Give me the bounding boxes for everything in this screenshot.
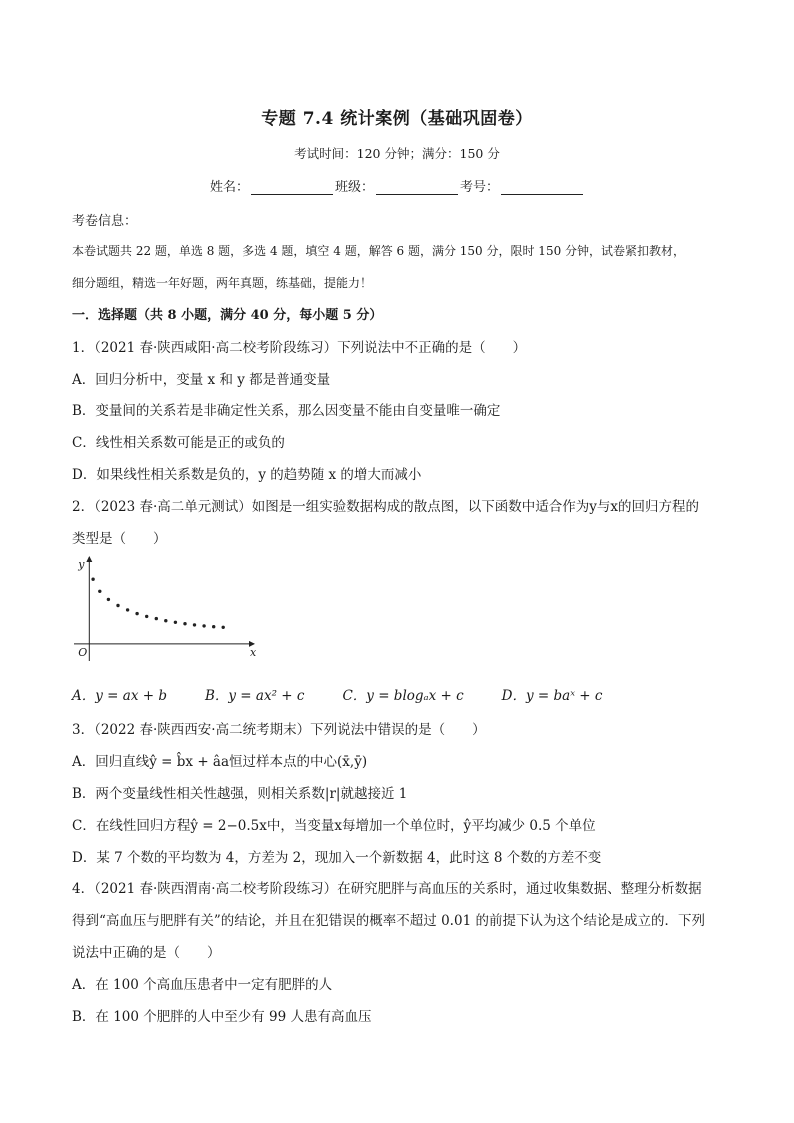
scatter-point	[116, 604, 119, 607]
scatter-point	[174, 621, 177, 624]
scatter-point	[91, 578, 94, 581]
q4-stem-line-2: 得到“高血压与肥胖有关”的结论，并且在犯错误的概率不超过 0.01 的前提下认为这个结论是成立的．下列	[72, 913, 705, 929]
q4-stem-line-3: 说法中正确的是（ ）	[72, 945, 221, 961]
q2-options	[72, 684, 640, 704]
q4-option-a: A．在 100 个高血压患者中一定有肥胖的人	[72, 977, 333, 993]
info-line-1: 本卷试题共 22 题，单选 8 题，多选 4 题，填空 4 题，解答 6 题，满分 150 分，限时 150 分钟，试卷紧扣教材，	[72, 244, 686, 258]
x-axis-label: x	[250, 645, 257, 659]
y-axis-label: y	[78, 558, 85, 571]
q1-option-a: A．回归分析中，变量 x 和 y 都是普通变量	[72, 372, 331, 388]
scatter-point	[107, 598, 110, 601]
page-title: 专题 7.4 统计案例（基础巩固卷）	[261, 109, 533, 129]
scatter-point	[164, 619, 167, 622]
id-label: 考号：	[460, 180, 500, 195]
info-line-2: 细分题组，精选一年好题，两年真题，练基础，提能力！	[72, 276, 373, 290]
scatter-plot	[70, 555, 260, 665]
scatter-point	[193, 623, 196, 626]
q2-option-d: D．y = baˣ + c	[501, 688, 603, 704]
scatter-point	[126, 608, 129, 611]
scatter-point	[145, 615, 148, 618]
scatter-point	[212, 625, 215, 628]
q2-stem-line-1: 2．（2023 春·高二单元测试）如图是一组实验数据构成的散点图，以下函数中适合作为y与x的回归方程的	[72, 499, 700, 515]
origin-label: O	[78, 645, 88, 659]
q2-stem-line-2: 类型是（ ）	[72, 531, 167, 547]
q3-option-c: C．在线性回归方程ŷ = 2−0.5x中，当变量x每增加一个单位时，ŷ平均减少 0.5 个单位	[72, 818, 596, 834]
scatter-point	[183, 622, 186, 625]
q1-stem: 1．（2021 春·陕西咸阳·高二校考阶段练习）下列说法中不正确的是（ ）	[72, 340, 527, 356]
name-blank	[251, 180, 333, 195]
scatter-points	[91, 578, 225, 630]
id-blank	[501, 180, 583, 195]
q1-option-c: C．线性相关系数可能是正的或负的	[72, 435, 285, 451]
scatter-point	[135, 612, 138, 615]
student-id-row	[210, 176, 585, 195]
q2-option-c: C．y = blogₐx + c	[342, 688, 464, 704]
exam-time-info: 考试时间：120 分钟；满分：150 分	[294, 146, 500, 161]
q3-option-d: D．某 7 个数的平均数为 4，方差为 2，现加入一个新数据 4，此时这 8 个数的方差不变	[72, 850, 602, 866]
q3-option-b: B．两个变量线性相关性越强，则相关系数|r|就越接近 1	[72, 786, 408, 802]
scatter-point	[202, 624, 205, 627]
info-heading: 考卷信息：	[72, 214, 138, 229]
q4-option-b: B．在 100 个肥胖的人中至少有 99 人患有高血压	[72, 1009, 372, 1025]
q1-option-d: D．如果线性相关系数是负的，y 的趋势随 x 的增大而减小	[72, 467, 422, 483]
scatter-point	[98, 590, 101, 593]
section-heading: 一．选择题（共 8 小题，满分 40 分，每小题 5 分）	[72, 308, 383, 323]
q1-option-b: B．变量间的关系若是非确定性关系，那么因变量不能由自变量唯一确定	[72, 403, 501, 419]
name-label: 姓名：	[210, 180, 250, 195]
q2-option-b: B．y = ax² + c	[204, 688, 305, 704]
class-blank	[376, 180, 458, 195]
scatter-point	[222, 626, 225, 629]
q4-stem-line-1: 4．（2021 春·陕西渭南·高二校考阶段练习）在研究肥胖与高血压的关系时，通过收集数据、整理分析数据	[72, 881, 702, 897]
q2-option-a: A．y = ax + b	[72, 688, 167, 704]
q3-stem: 3．（2022 春·陕西西安·高二统考期末）下列说法中错误的是（ ）	[72, 722, 486, 738]
scatter-point	[155, 617, 158, 620]
class-label: 班级：	[335, 180, 375, 195]
q3-option-a: A．回归直线ŷ = b̂x + âa恒过样本点的中心(x̄,ȳ)	[72, 754, 368, 770]
